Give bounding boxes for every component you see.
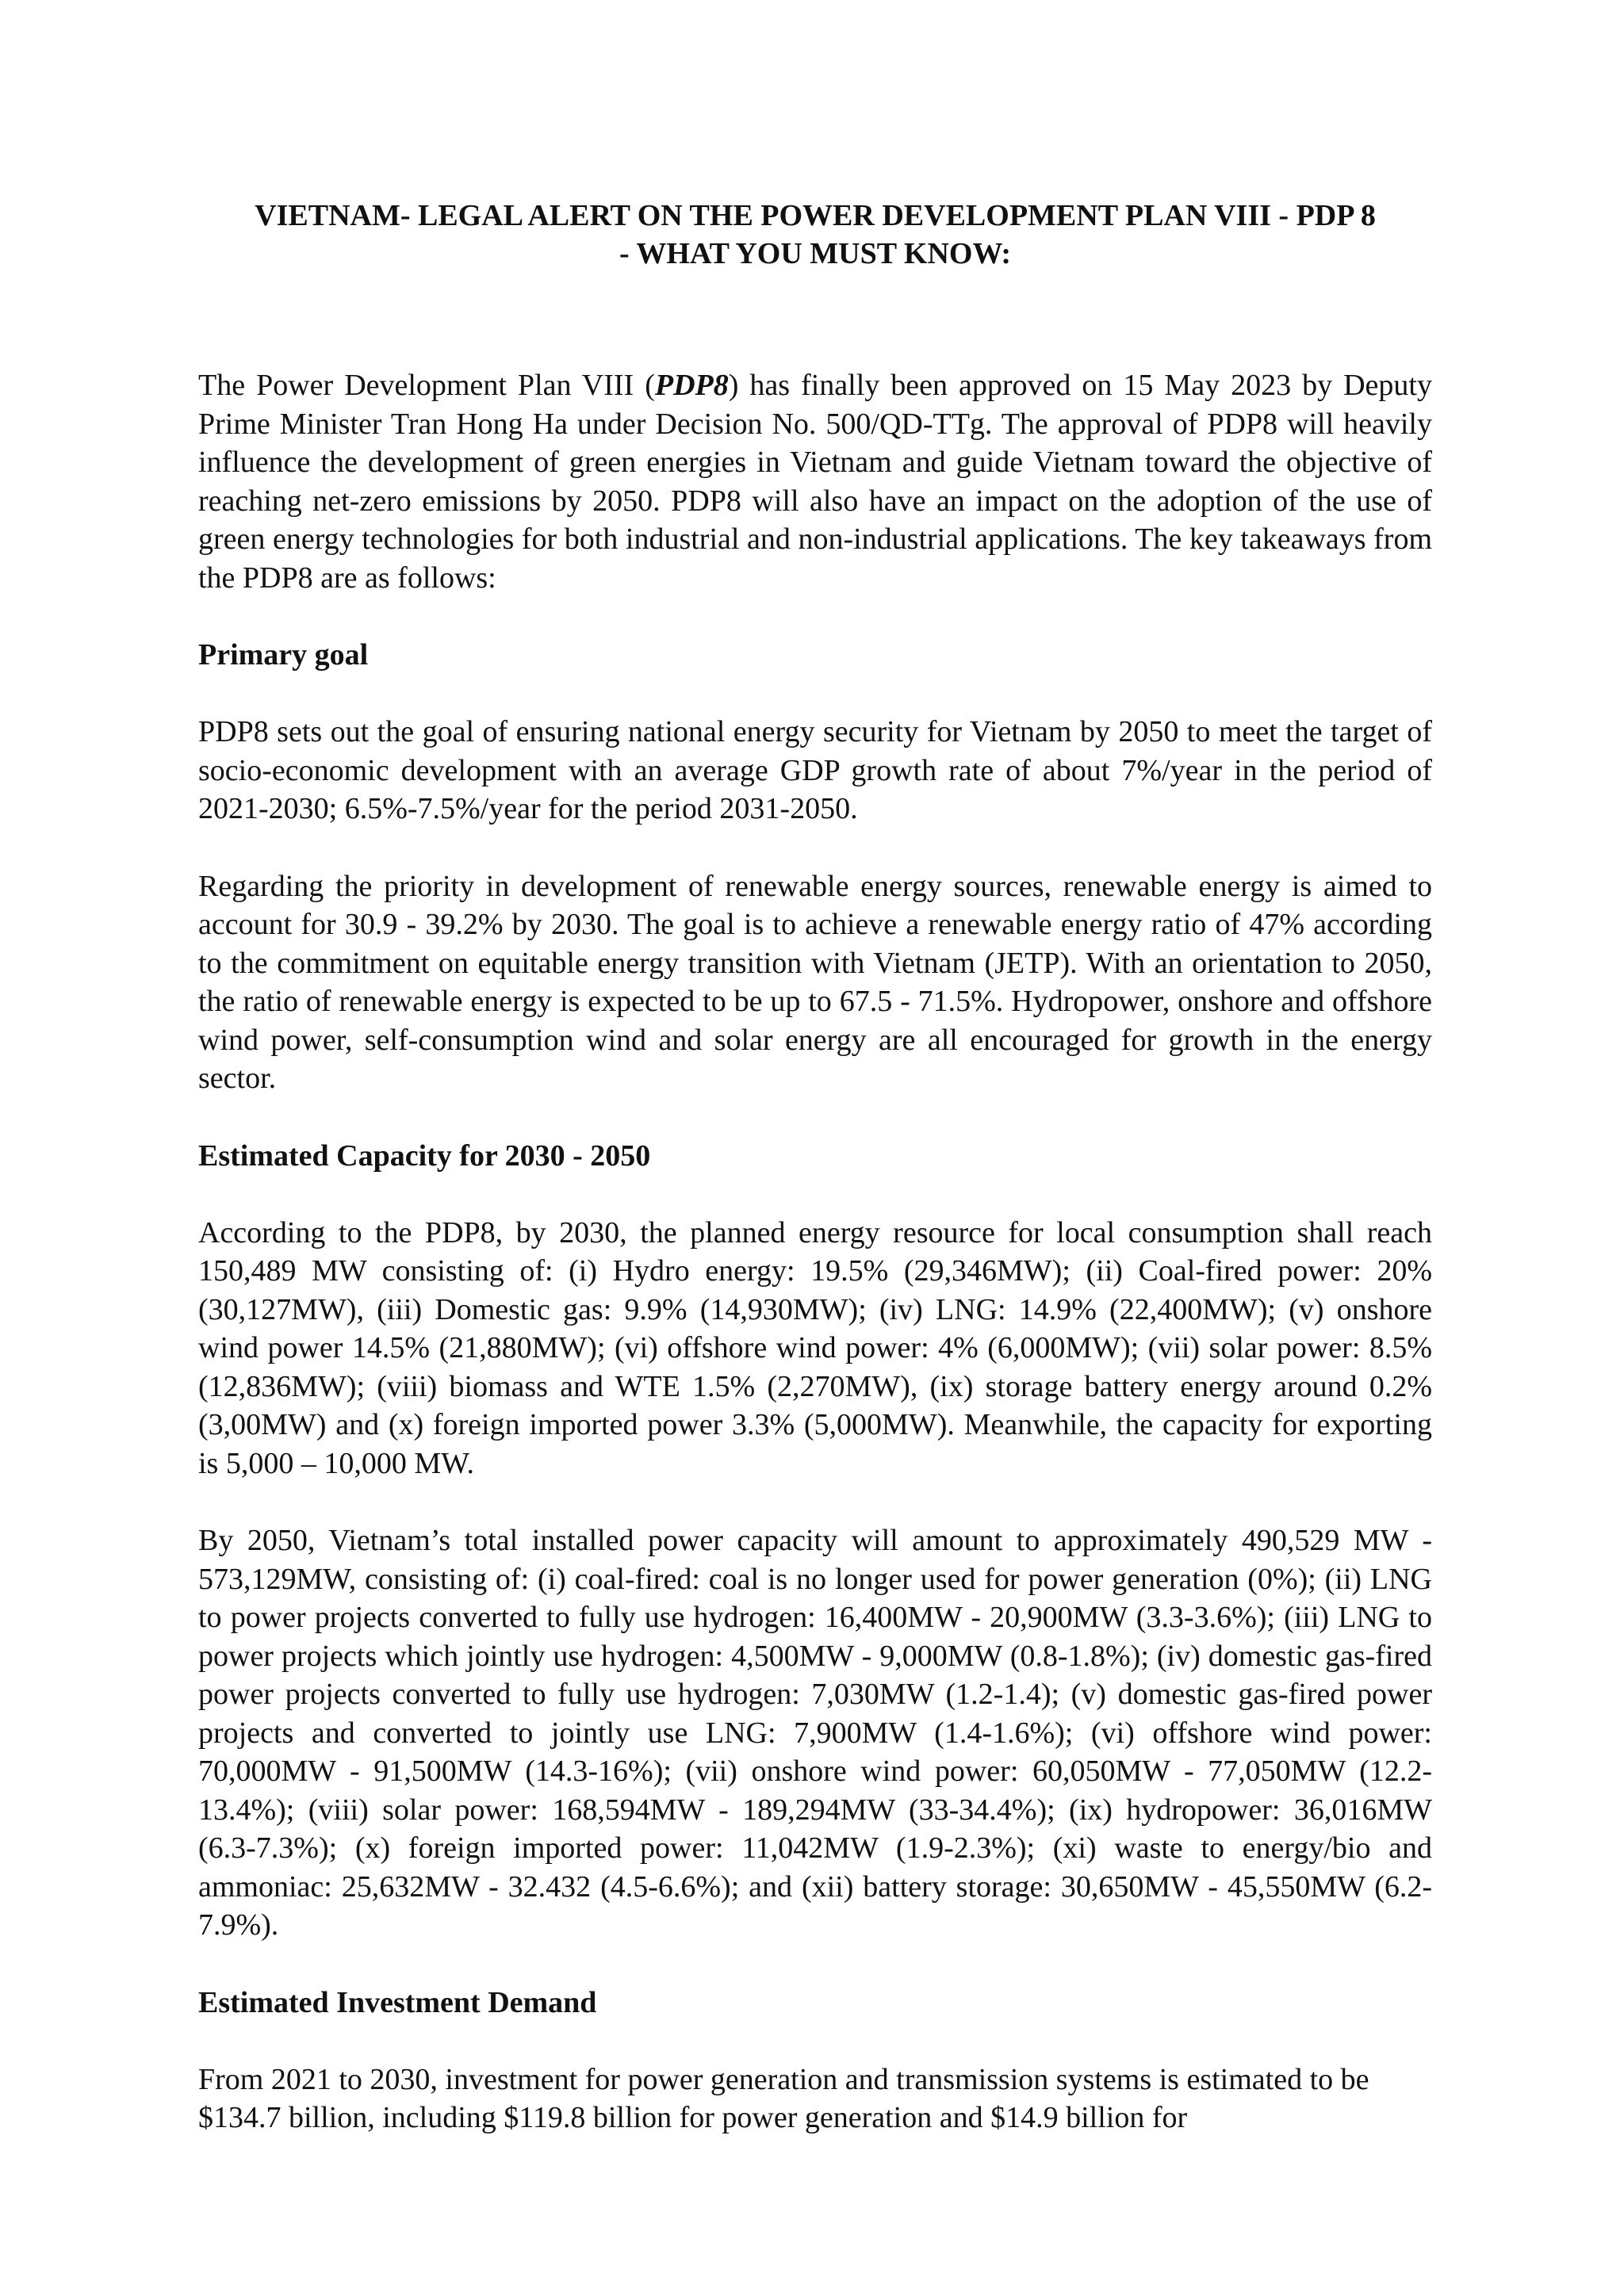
investment-paragraph: From 2021 to 2030, investment for power generation and transmission systems is estimated to be $134.7 billion, including $119.8 billion for power generation and $14.9 billion for xyxy=(198,2062,1369,2134)
primary-goal-paragraph-2: Regarding the priority in development of renewable energy sources, renewable energy is aimed to account for 30.9 - 39.2% by 2030. The goal is to achieve a renewable energy ratio of 47% according to the commitment on equitable energy transition with Vietnam (JETP). With an orientation to 2050, the ratio of renewable energy is expected to be up to 67.5 - 71.5%. Hydropower, onshore and offshore wind power, self-consumption wind and solar energy are all encouraged for growth in the energy sector. xyxy=(198,869,1432,1095)
heading-investment-demand: Estimated Investment Demand xyxy=(198,1985,597,2019)
heading-estimated-capacity: Estimated Capacity for 2030 - 2050 xyxy=(198,1138,651,1173)
intro-text-after: ) has finally been approved on 15 May 2023 by Deputy Prime Minister Tran Hong Ha under Decision No. 500/QD-TTg. The approval of PDP8 will heavily influence the development of green energies in Vietnam and guide Vietnam toward the objective of reaching net-zero emissions by 2050. PDP8 will also have an impact on the adoption of the use of green energy technologies for both industrial and non-industrial applications. The key takeaways from the PDP8 are as follows: xyxy=(198,369,1432,595)
intro-paragraph xyxy=(198,366,1432,597)
capacity-paragraph-2030: According to the PDP8, by 2030, the planned energy resource for local consumption shall reach 150,489 MW consisting of: (i) Hydro energy: 19.5% (29,346MW); (ii) Coal-fired power: 20% (30,127MW), (iii) Domestic gas: 9.9% (14,930MW); (iv) LNG: 14.9% (22,400MW); (v) onshore wind power 14.5% (21,880MW); (vi) offshore wind power: 4% (6,000MW); (vii) solar power: 8.5% (12,836MW); (viii) biomass and WTE 1.5% (2,270MW), (ix) storage battery energy around 0.2% (3,00MW) and (x) foreign imported power 3.3% (5,000MW). Meanwhile, the capacity for exporting is 5,000 – 10,000 MW. xyxy=(198,1215,1432,1480)
document-title xyxy=(198,197,1432,273)
title-line-2: - WHAT YOU MUST KNOW: xyxy=(619,237,1012,270)
document-page xyxy=(198,197,1432,2137)
title-line-1: VIETNAM- LEGAL ALERT ON THE POWER DEVELOPMENT PLAN VIII - PDP 8 xyxy=(255,199,1376,232)
heading-primary-goal: Primary goal xyxy=(198,638,369,672)
primary-goal-paragraph-1: PDP8 sets out the goal of ensuring national energy security for Vietnam by 2050 to meet the target of socio-economic development with an average GDP growth rate of about 7%/year in the period of 2021-2030; 6.5%-7.5%/year for the period 2031-2050. xyxy=(198,715,1432,825)
capacity-paragraph-2050: By 2050, Vietnam’s total installed power capacity will amount to approximately 490,529 MW - 573,129MW, consisting of: (i) coal-fired: coal is no longer used for power generation (0%); (ii) LNG to power projects converted to fully use hydrogen: 16,400MW - 20,900MW (3.3-3.6%); (iii) LNG to power projects which jointly use hydrogen: 4,500MW - 9,000MW (0.8-1.8%); (iv) domestic gas-fired power projects converted to fully use hydrogen: 7,030MW (1.2-1.4); (v) domestic gas-fired power projects and converted to jointly use LNG: 7,900MW (1.4-1.6%); (vi) offshore wind power: 70,000MW - 91,500MW (14.3-16%); (vii) onshore wind power: 60,050MW - 77,050MW (12.2-13.4%); (viii) solar power: 168,594MW - 189,294MW (33-34.4%); (ix) hydropower: 36,016MW (6.3-7.3%); (x) foreign imported power: 11,042MW (1.9-2.3%); (xi) waste to energy/bio and ammoniac: 25,632MW - 32.432 (4.5-6.6%); and (xii) battery storage: 30,650MW - 45,550MW (6.2-7.9%). xyxy=(198,1524,1432,1942)
intro-text-before: The Power Development Plan VIII ( xyxy=(198,369,655,402)
pdp8-emphasis: PDP8 xyxy=(654,369,729,402)
